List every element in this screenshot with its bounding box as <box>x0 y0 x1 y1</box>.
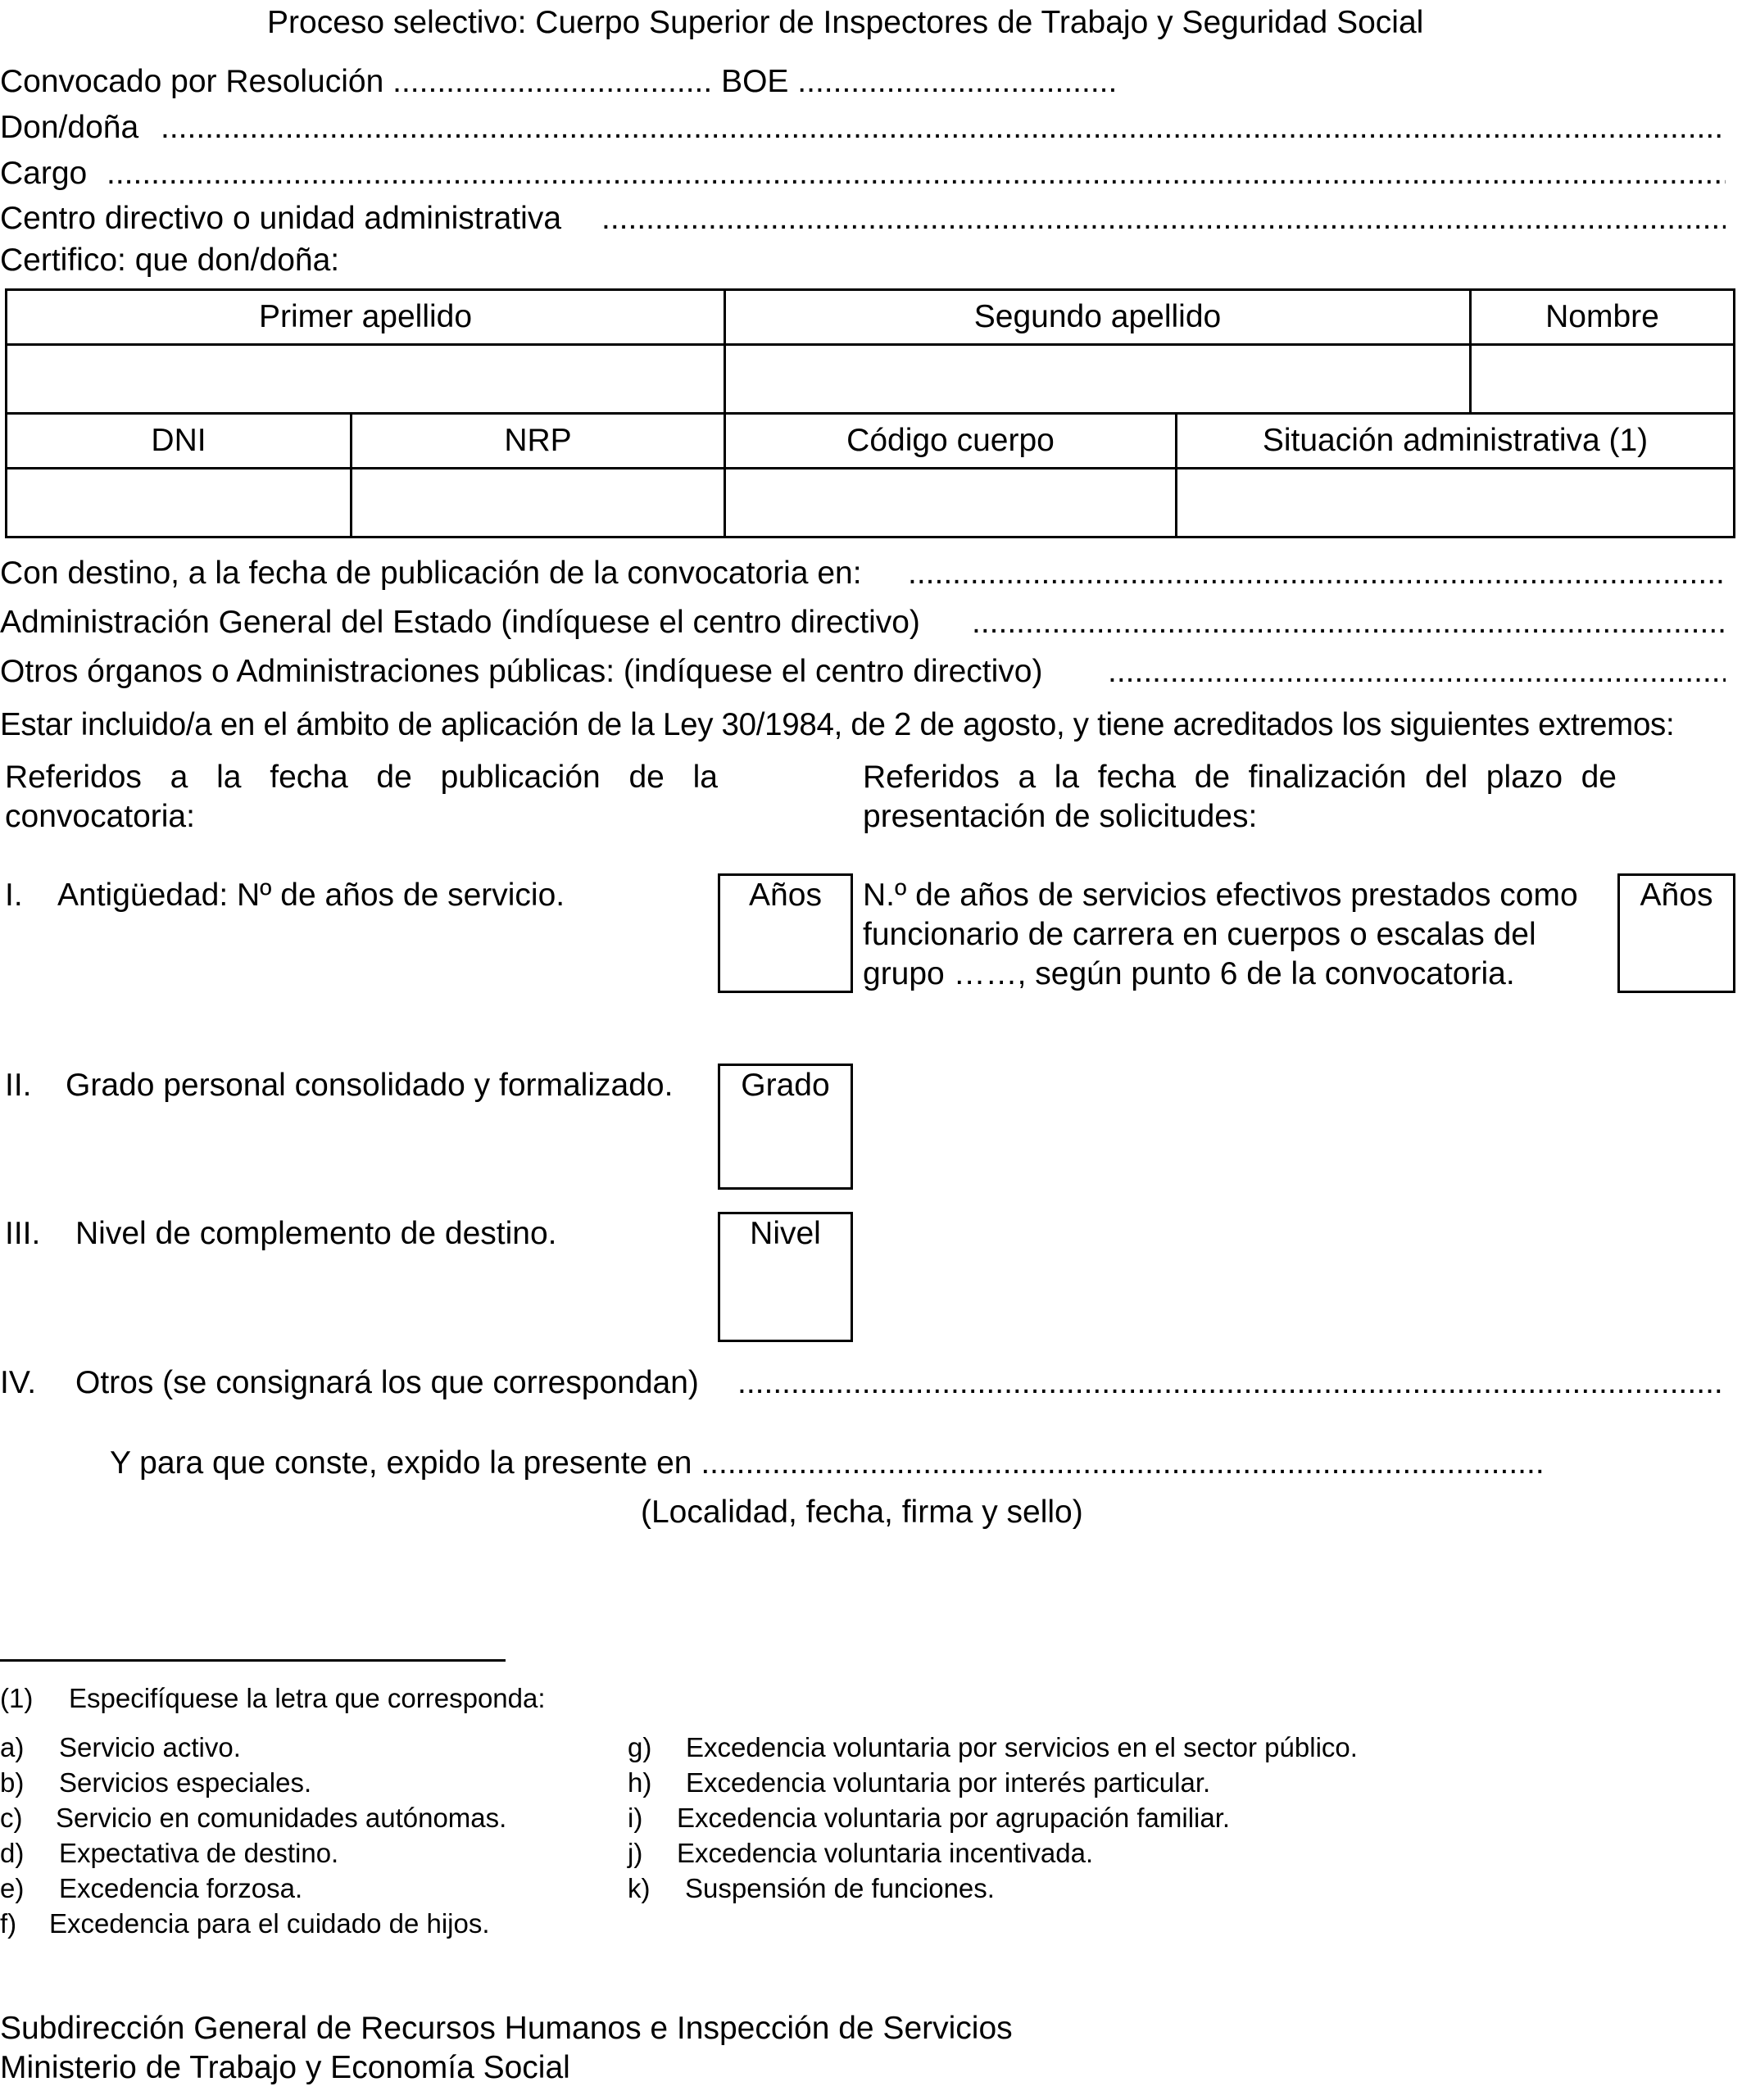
item-i-right-line3: grupo ……, según punto 6 de la convocatoria. <box>863 956 1515 991</box>
header-nrp: NRP <box>350 412 726 469</box>
footnote-letter-k: k) <box>628 1873 651 1903</box>
footnote-item-f: Excedencia para el cuidado de hijos. <box>49 1908 490 1939</box>
item-iv-text: Otros (se consignará los que correspondan) <box>75 1365 699 1400</box>
item-i-right-line2: funcionario de carrera en cuerpos o escalas del <box>863 917 1536 952</box>
page-title: Proceso selectivo: Cuerpo Superior de Inspectores de Trabajo y Seguridad Social <box>267 5 1424 40</box>
footer-ministerio: Ministerio de Trabajo y Economía Social <box>0 2050 570 2085</box>
item-i-text: Antigüedad: Nº de años de servicio. <box>57 878 565 913</box>
footnote-intro: Especifíquese la letra que corresponda: <box>69 1683 546 1713</box>
right-column-heading: Referidos a la fecha de finalización del plazo de presentación de solicitudes: <box>863 760 1617 834</box>
nrp-input[interactable] <box>350 467 726 538</box>
anos-box[interactable] <box>718 873 853 993</box>
footnote-letter-h: h) <box>628 1767 652 1798</box>
footnote-item-j: Excedencia voluntaria incentivada. <box>677 1838 1094 1868</box>
otros-organos-label: Otros órganos o Administraciones públicas: (indíquese el centro directivo) <box>0 654 1043 689</box>
footnote-item-d: Expectativa de destino. <box>59 1838 339 1868</box>
localidad-caption: (Localidad, fecha, firma y sello) <box>641 1494 1083 1530</box>
anos-box-label: Años <box>749 878 822 913</box>
footnote-letter-e: e) <box>0 1873 25 1903</box>
item-iii-text: Nivel de complemento de destino. <box>75 1216 557 1251</box>
footnote-item-k: Suspensión de funciones. <box>685 1873 995 1903</box>
item-ii-text: Grado personal consolidado y formalizado. <box>66 1068 674 1103</box>
nivel-box-label: Nivel <box>750 1216 821 1251</box>
otros-organos-field[interactable] <box>1108 652 1726 692</box>
otros-field[interactable] <box>737 1363 1726 1403</box>
footer-subdireccion: Subdirección General de Recursos Humanos e Inspección de Servicios <box>0 2011 1013 2046</box>
left-column-heading: Referidos a la fecha de publicación de la convocatoria: <box>5 760 718 834</box>
item-ii-number: II. <box>5 1068 32 1103</box>
footnote-item-c: Servicio en comunidades autónomas. <box>56 1803 507 1833</box>
convocado-label <box>0 62 1117 102</box>
boe-field[interactable]: .................................... <box>797 64 1118 99</box>
header-segundo-apellido: Segundo apellido <box>724 288 1472 346</box>
convocado-field[interactable]: .................................... <box>392 64 713 99</box>
grado-box[interactable] <box>718 1064 853 1190</box>
destino-field[interactable] <box>908 554 1726 593</box>
boe-label: BOE <box>721 64 789 99</box>
nivel-box[interactable] <box>718 1212 853 1342</box>
cargo-label: Cargo <box>0 156 88 191</box>
footnote-marker: (1) <box>0 1683 34 1713</box>
primer-apellido-input[interactable] <box>5 343 726 415</box>
nombre-input[interactable] <box>1469 343 1735 415</box>
footnote-letter-d: d) <box>0 1838 25 1868</box>
dni-input[interactable] <box>5 467 352 538</box>
footnote-item-h: Excedencia voluntaria por interés particular. <box>686 1767 1211 1798</box>
item-iii-number: III. <box>5 1216 41 1251</box>
grado-box-label: Grado <box>741 1068 830 1103</box>
expido-field[interactable]: ............................................................................................... <box>701 1445 1545 1481</box>
footnote-letter-a: a) <box>0 1732 25 1762</box>
destino-label: Con destino, a la fecha de publicación de la convocatoria en: <box>0 556 862 591</box>
footnote-letter-g: g) <box>628 1732 652 1762</box>
header-nombre: Nombre <box>1469 288 1735 346</box>
codigo-cuerpo-input[interactable] <box>724 467 1177 538</box>
footnote-letter-f: f) <box>0 1908 17 1939</box>
footnote-letter-b: b) <box>0 1767 25 1798</box>
cargo-field[interactable] <box>107 154 1726 193</box>
footnote-separator <box>0 1659 506 1662</box>
header-codigo-cuerpo: Código cuerpo <box>724 412 1177 469</box>
convocado-label-text: Convocado por Resolución <box>0 64 384 99</box>
centro-label: Centro directivo o unidad administrativa <box>0 201 562 236</box>
footnote-letter-i: i) <box>628 1803 643 1833</box>
item-i-right-line1: N.º de años de servicios efectivos prestados como <box>863 878 1578 913</box>
footnote-item-b: Servicios especiales. <box>59 1767 312 1798</box>
footnote-letter-j: j) <box>628 1838 643 1868</box>
expido-line <box>110 1444 1545 1483</box>
certifico-label: Certifico: que don/doña: <box>0 243 340 278</box>
segundo-apellido-input[interactable] <box>724 343 1472 415</box>
header-situacion-administrativa: Situación administrativa (1) <box>1175 412 1735 469</box>
footnote-item-g: Excedencia voluntaria por servicios en el sector público. <box>686 1732 1358 1762</box>
footnote-letter-c: c) <box>0 1803 23 1833</box>
don-field[interactable] <box>161 108 1726 147</box>
anos-right-box-label: Años <box>1640 878 1713 913</box>
item-i-number: I. <box>5 878 23 913</box>
footnote-item-a: Servicio activo. <box>59 1732 241 1762</box>
centro-field[interactable] <box>601 199 1726 238</box>
expido-label: Y para que conste, expido la presente en <box>110 1445 692 1481</box>
header-dni: DNI <box>5 412 352 469</box>
ambito-statement: Estar incluido/a en el ámbito de aplicación de la Ley 30/1984, de 2 de agosto, y tiene acreditados los siguientes extremos: <box>0 707 1675 742</box>
age-field[interactable] <box>972 603 1726 642</box>
age-label: Administración General del Estado (indíquese el centro directivo) <box>0 605 920 640</box>
situacion-administrativa-input[interactable] <box>1175 467 1735 538</box>
item-iv-number: IV. <box>0 1365 37 1400</box>
footnote-item-e: Excedencia forzosa. <box>59 1873 303 1903</box>
footnote-item-i: Excedencia voluntaria por agrupación familiar. <box>677 1803 1231 1833</box>
don-label: Don/doña <box>0 110 139 145</box>
anos-right-box[interactable] <box>1617 873 1735 993</box>
header-primer-apellido: Primer apellido <box>5 288 726 346</box>
